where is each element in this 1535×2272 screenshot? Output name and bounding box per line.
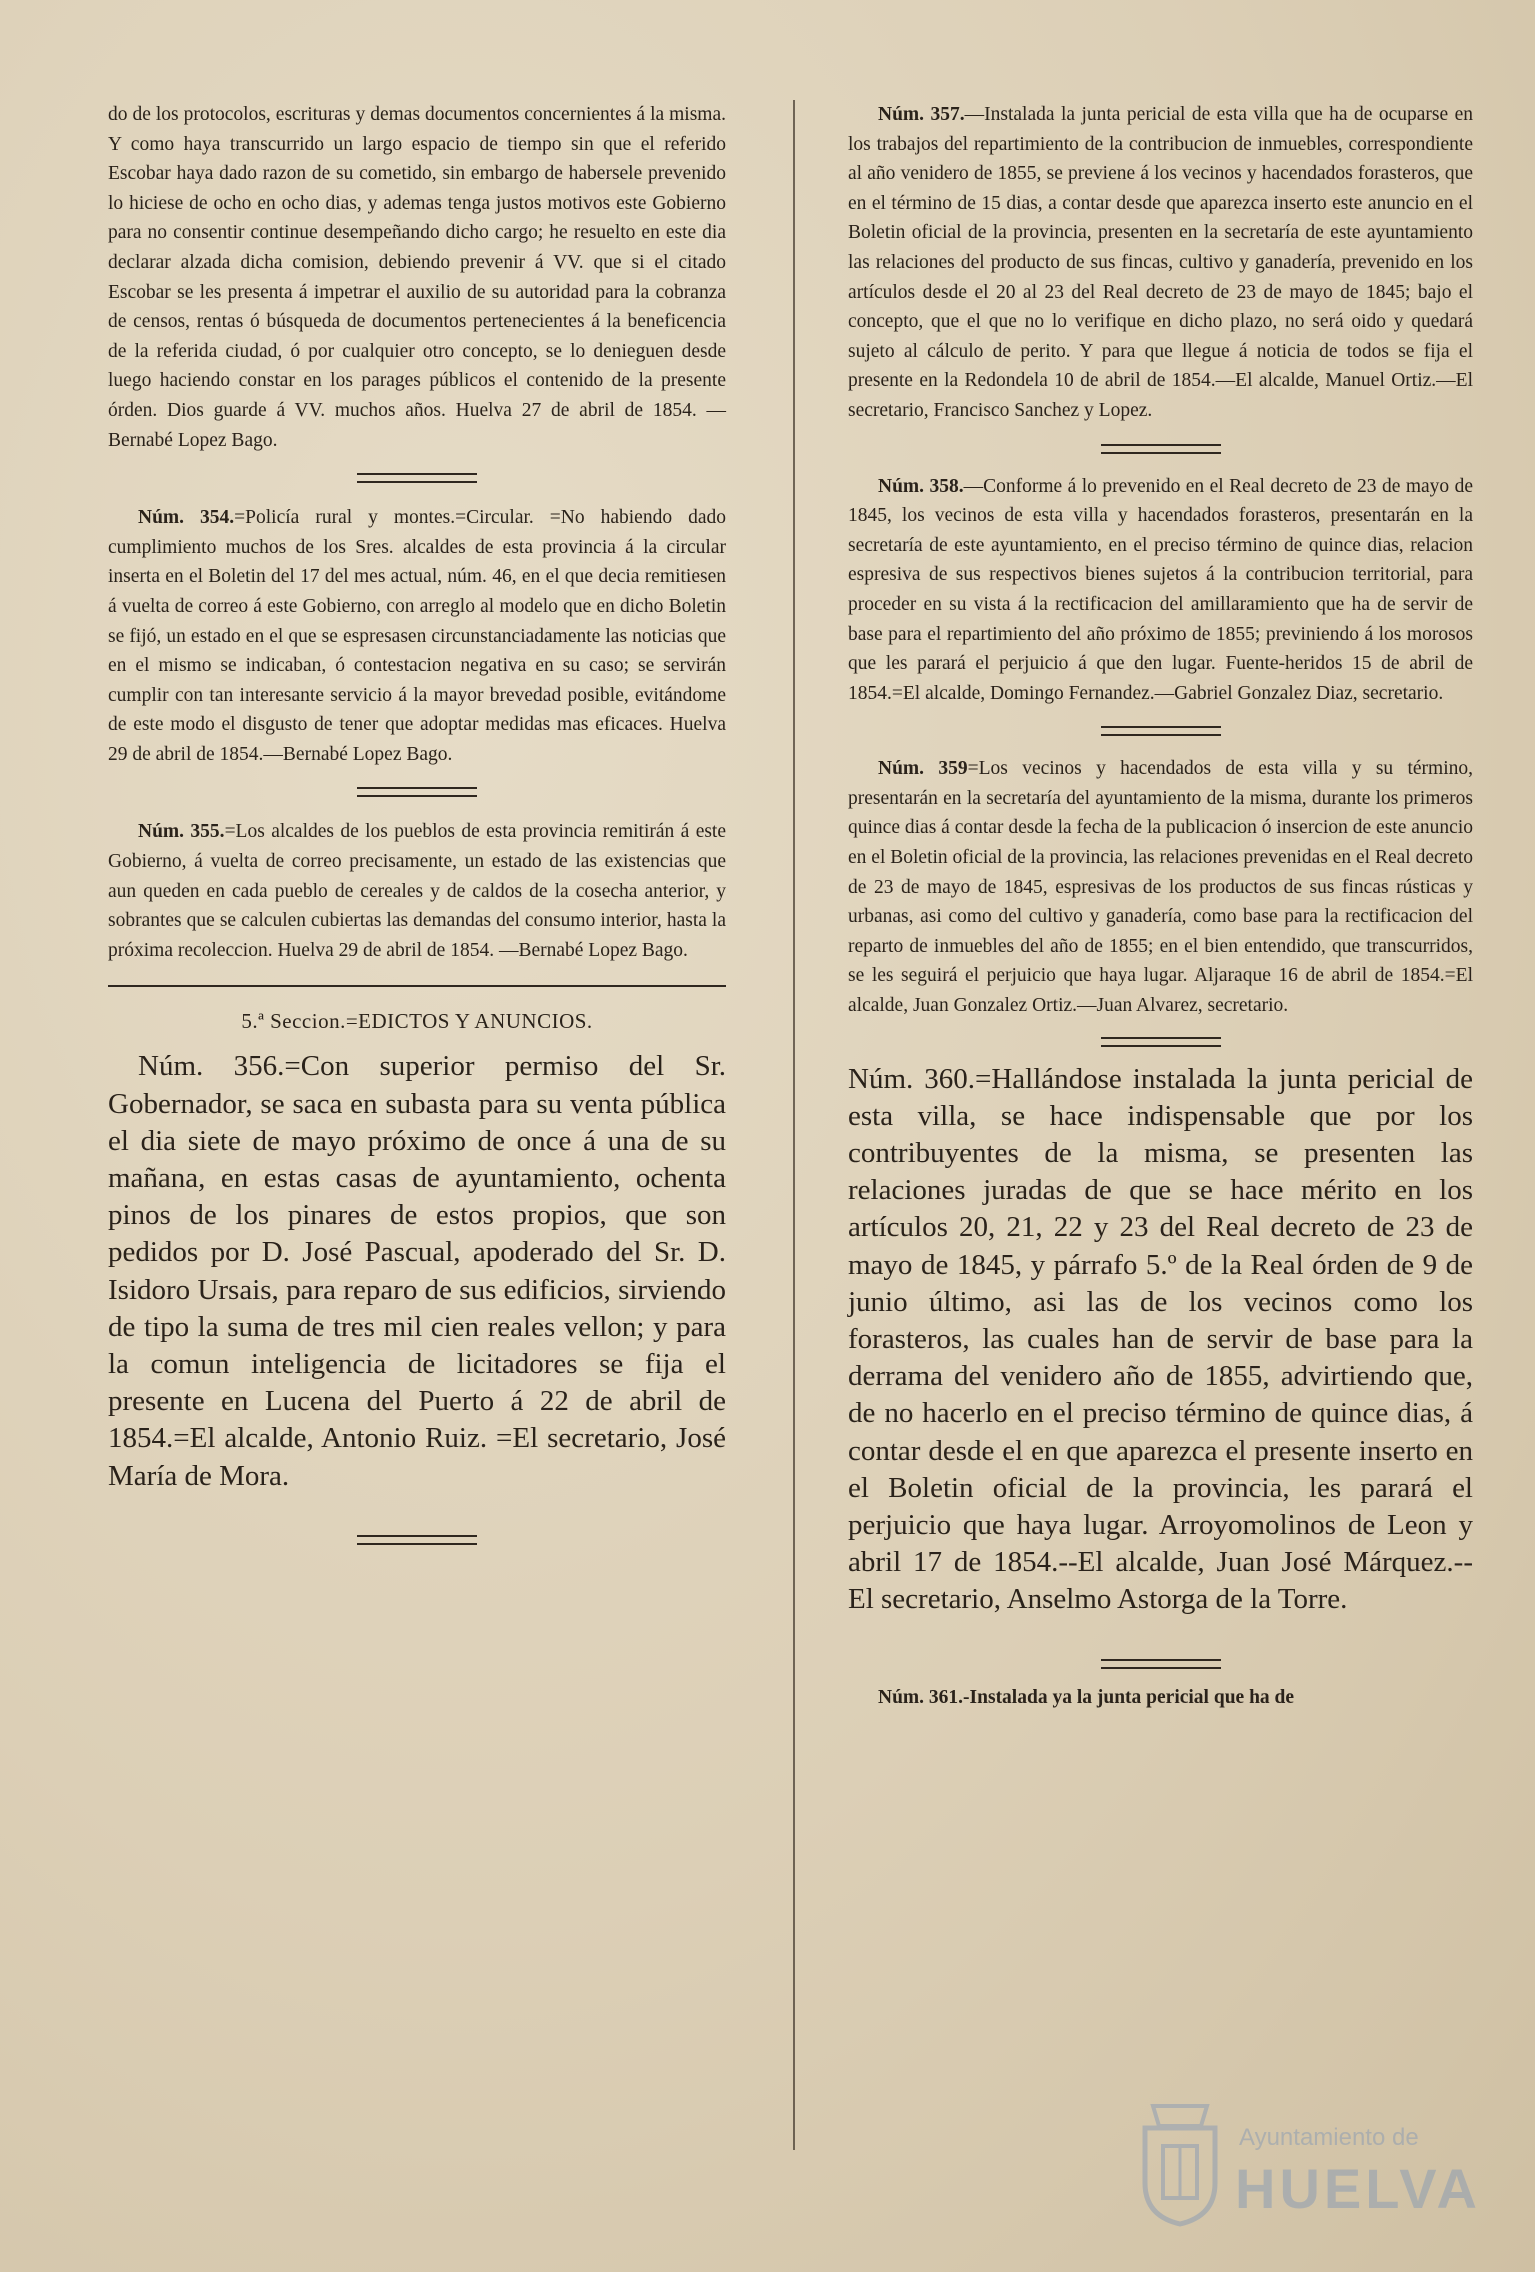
watermark-line-2: HUELVA	[1235, 2157, 1481, 2220]
notice-361	[848, 1683, 1473, 1713]
notice-text: —Conforme á lo prevenido en el Real decreto de 23 de mayo de 1845, los vecinos de esta villa y hacendados forasteros, presentarán en la secretaría de este ayuntamiento, en el preciso término de quince dias, relacion espresiva de sus respectivos bienes sujetos á la contribucion territorial, para proceder en su vista á la rectificacion del amillaramiento que ha de servir de base para el repartimiento del año próximo de 1855; previniendo á los morosos que les parará el perjuicio á que den lugar. Fuente-heridos 15 de abril de 1854.=El alcalde, Domingo Fernandez.—Gabriel Gonzalez Diaz, secretario.	[848, 475, 1473, 704]
separator	[357, 473, 477, 483]
notice-text: =Los vecinos y hacendados de esta villa y su término, presentarán en la secretaría del ayuntamiento de la misma, durante los primeros quince dias á contar desde la fecha de la publicacion ó insercion de este anuncio en el Boletin oficial de la provincia, las relaciones prevenidas en el Real decreto de 23 de mayo de 1845, espresivas de los productos de sus fincas rústicas y urbanas, asi como del cultivo y ganadería, como base para la rectificacion del reparto de inmuebles del año de 1855; en el bien entendido, que transcurridos, se les seguirá el perjuicio que haya lugar. Aljaraque 16 de abril de 1854.=El alcalde, Juan Gonzalez Ortiz.—Juan Alvarez, secretario.	[848, 758, 1473, 1017]
separator	[1101, 1659, 1221, 1669]
notice-text: =Los alcaldes de los pueblos de esta provincia remitirán á este Gobierno, á vuelta de correo precisamente, un estado de las existencias que aun queden en cada pueblo de cereales y de caldos de la cosecha anterior, y sobrantes que se calculen cubiertas las demandas del consumo interior, hasta la próxima recoleccion. Huelva 29 de abril de 1854. —Bernabé Lopez Bago.	[108, 821, 727, 961]
right-column	[848, 100, 1473, 1712]
notice-number: Núm. 361.	[878, 1686, 964, 1708]
notice-number: Núm. 355.	[138, 821, 225, 843]
section-heading: 5.ª Seccion.=EDICTOS Y ANUNCIOS.	[241, 1009, 593, 1034]
notice-text: =Policía rural y montes.=Circular. =No habiendo dado cumplimiento muchos de los Sres. alcaldes de esta provincia á la circular inserta en el Boletin del 17 del mes actual, núm. 46, en el que decia remitiesen á vuelta de correo á este Gobierno, con arreglo al modelo que en dicho Boletin se fijó, un estado en el que se espresasen circunstanciadamente las noticias que en el mismo se indicaban, ó contestacion negativa en su caso; se servirán cumplir con tan interesante servicio á la mayor brevedad posible, evitándome de este modo el disgusto de tener que adoptar medidas mas eficaces. Huelva 29 de abril de 1854.—Bernabé Lopez Bago.	[108, 507, 726, 765]
notice-text: -Instalada ya la junta pericial que ha de	[963, 1686, 1295, 1708]
notice-number: Núm. 359	[878, 758, 968, 780]
watermark-line-1: Ayuntamiento de	[1239, 2124, 1419, 2151]
notice-number: Núm. 354.	[138, 507, 235, 529]
notice-357	[848, 100, 1473, 426]
separator	[357, 1535, 477, 1545]
left-column	[108, 100, 726, 1545]
separator	[1101, 444, 1221, 454]
notice-360	[848, 1061, 1473, 1619]
separator	[357, 787, 477, 797]
notice-number: Núm. 357.	[878, 104, 965, 125]
notice-text: =Con superior permiso del Sr. Gobernador, se saca en subasta para su venta pública el dia siete de mayo próximo de once á una de su mañana, en estas casas de ayuntamiento, ochenta pinos de los pinares de estos propios, que son pedidos por D. José Pascual, apoderado del Sr. D. Isidoro Ursais, para reparo de sus edificios, sirviendo de tipo la suma de tres mil cien reales vellon; y para la comun inteligencia de licitadores se fija el presente en Lucena del Puerto á 22 de abril de 1854.=El alcalde, Antonio Ruiz. =El secretario, José María de Mora.	[108, 1050, 727, 1492]
column-divider	[793, 100, 795, 2150]
separator	[1101, 726, 1221, 736]
notice-number: Núm. 356.	[138, 1050, 285, 1083]
notice-359	[848, 754, 1473, 1020]
coat-of-arms-icon	[1135, 2098, 1225, 2228]
notice-355	[108, 817, 726, 965]
notice-356	[108, 1048, 726, 1494]
notice-text: —Instalada la junta pericial de esta villa que ha de ocuparse en los trabajos del repartimiento de la contribucion de inmuebles, correspondiente al año venidero de 1855, se previene á los vecinos y hacendados forasteros, que en el término de 15 dias, a contar desde que aparezca inserto este anuncio en el Boletin oficial de la provincia, presenten en la secretaría de este ayuntamiento las relaciones del producto de sus fincas, cultivo y ganadería, prevenido en los artículos desde el 20 al 23 del Real decreto de 23 de mayo de 1845; bajo el concepto, que el que no lo verifique en dicho plazo, no será oido y quedará sujeto al cálculo de perito. Y para que llegue á noticia de todos se fija el presente en la Redondela 10 de abril de 1854.—El alcalde, Manuel Ortiz.—El secretario, Francisco Sanchez y Lopez.	[848, 104, 1473, 421]
archive-watermark	[1135, 2090, 1481, 2240]
separator	[1101, 1037, 1221, 1047]
notice-358	[848, 472, 1473, 709]
notice-number: Núm. 358.	[878, 475, 964, 497]
notice-text: =Hallándose instalada la junta pericial de esta villa, se hace indispensable que por los contribuyentes de la misma, se presenten las relaciones juradas de que se hace mérito en los artículos 20, 21, 22 y 23 del Real decreto de 23 de mayo de 1845, y párrafo 5.º de la Real órden de 9 de junio último, asi las de los vecinos como los forasteros, las cuales han de servir de base para la derrama del venidero año de 1855, advirtiendo que, de no hacerlo en el preciso término de quince dias, á contar desde el en que aparezca el presente inserto en el Boletin oficial de la provincia, les parará el perjuicio que haya lugar. Arroyomolinos de Leon y abril 17 de 1854.--El alcalde, Juan José Márquez.-- El secretario, Anselmo Astorga de la Torre.	[848, 1062, 1473, 1616]
notice-number: Núm. 360.	[848, 1062, 975, 1095]
continued-text: do de los protocolos, escrituras y demas documentos concernientes á la misma. Y como haya transcurrido un largo espacio de tiempo sin que el referido Escobar haya dado razon de su cometido, sin embargo de habersele prevenido lo hiciese de ocho en ocho dias, y ademas tenga justos motivos este Gobierno para no consentir continue desempeñando dicho cargo; he resuelto en este dia declarar alzada dicha comision, debiendo prevenir á VV. que si el citado Escobar se les presenta á impetrar el auxilio de su autoridad para la cobranza de censos, rentas ó búsqueda de documentos pertenecientes á la beneficencia de la referida ciudad, ó por cualquier otro concepto, se lo denieguen desde luego haciendo constar en los parages públicos el contenido de la presente órden. Dios guarde á VV. muchos años. Huelva 27 de abril de 1854. —Bernabé Lopez Bago.	[108, 104, 726, 451]
notice-354	[108, 503, 726, 769]
